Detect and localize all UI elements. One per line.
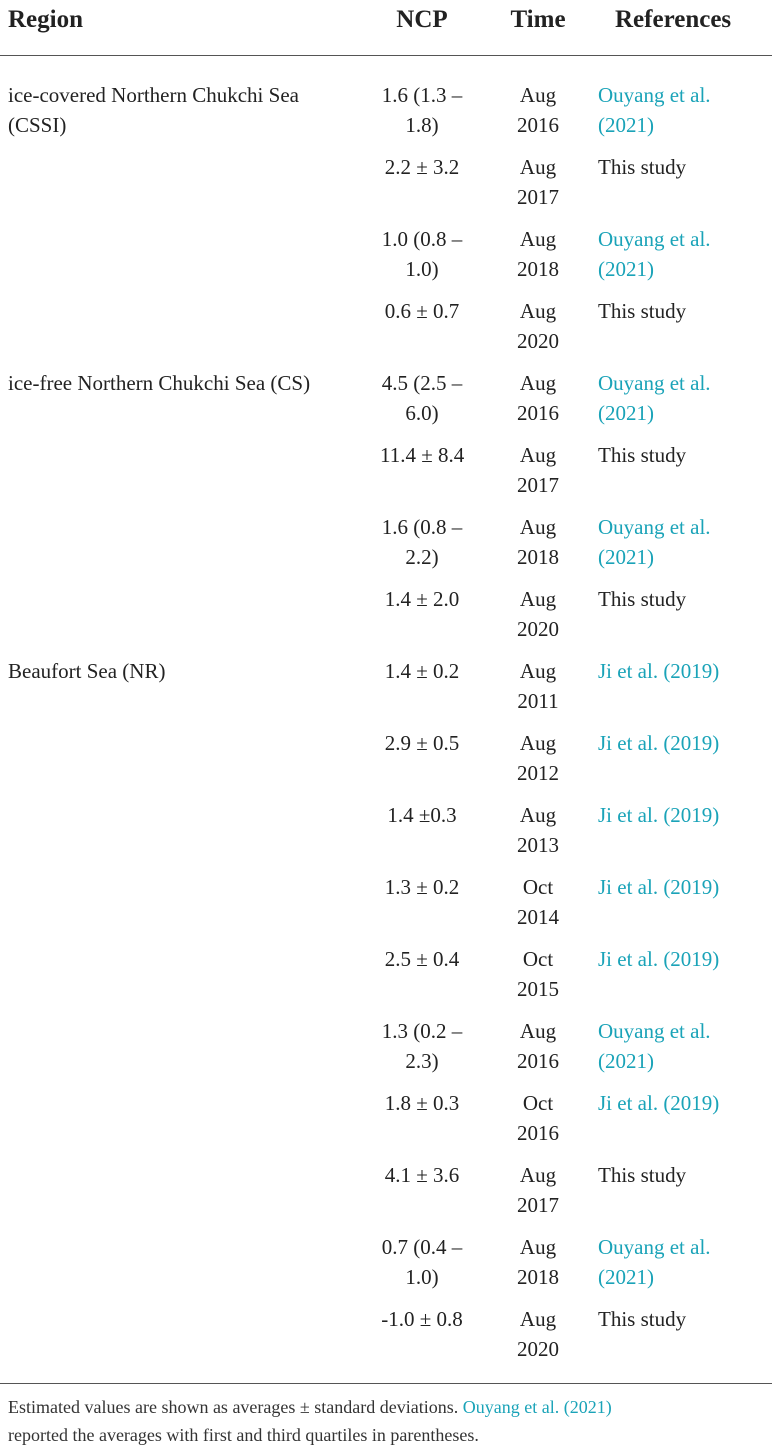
reference-link-line-2[interactable] (598, 830, 719, 860)
ncp-cell-line-1: 1.0 (0.8 – (381, 227, 463, 251)
ncp-cell (380, 944, 464, 1004)
ncp-cell-line-1: 0.7 (0.4 – (381, 1235, 463, 1259)
ncp-cell-line-2: 2.3) (405, 1049, 439, 1073)
time-cell-line-1: Oct (522, 947, 554, 971)
time-cell-line-1: Aug (519, 587, 557, 611)
ncp-cell (380, 1016, 464, 1076)
reference-link-line-2[interactable]: (2021) (598, 257, 654, 281)
ncp-cell-line-1: 2.9 ± 0.5 (384, 731, 460, 755)
reference-link-line-1[interactable]: Ouyang et al. (598, 515, 711, 539)
time-cell (502, 224, 574, 284)
time-cell-line-1: Aug (519, 227, 557, 251)
table-row (0, 368, 772, 440)
reference-link (598, 1088, 719, 1148)
time-cell-line-2: 2016 (517, 1121, 559, 1145)
ncp-cell (380, 80, 464, 140)
time-cell-line-2: 2015 (517, 977, 559, 1001)
time-cell (502, 80, 574, 140)
ncp-cell-line-2: 1.8) (405, 113, 439, 137)
reference-link (598, 1016, 711, 1076)
ncp-cell-line-1: 1.4 ±0.3 (387, 803, 457, 827)
table-row (0, 656, 772, 728)
table-row (0, 728, 772, 800)
table-row (0, 1160, 772, 1232)
region-cell-line-1: ice-covered Northern Chukchi Sea (8, 83, 299, 107)
ncp-cell-line-2 (380, 614, 464, 644)
time-cell (502, 512, 574, 572)
header-ncp: NCP (396, 6, 448, 33)
ncp-cell (380, 440, 464, 500)
ncp-cell (380, 800, 464, 860)
footnote-citation-link[interactable]: Ouyang et al. (2021) (462, 1397, 612, 1417)
time-cell-line-2: 2016 (517, 401, 559, 425)
reference-link (598, 728, 719, 788)
ncp-cell-line-1: 1.4 ± 2.0 (384, 587, 460, 611)
table-row (0, 512, 772, 584)
region-cell-line-1: ice-free Northern Chukchi Sea (CS) (8, 371, 311, 395)
time-cell-line-1: Aug (519, 83, 557, 107)
ncp-cell-line-1: 2.2 ± 3.2 (384, 155, 460, 179)
reference-cell-line-1: This study (598, 587, 687, 611)
ncp-cell-line-1: -1.0 ± 0.8 (381, 1307, 463, 1331)
time-cell-line-1: Aug (519, 1307, 557, 1331)
time-cell-line-1: Aug (519, 443, 557, 467)
time-cell-line-1: Aug (519, 1163, 557, 1187)
time-cell (502, 440, 574, 500)
ncp-cell (380, 1160, 464, 1220)
ncp-cell-line-1: 0.6 ± 0.7 (384, 299, 460, 323)
reference-link (598, 872, 719, 932)
time-cell (502, 800, 574, 860)
table-row (0, 1232, 772, 1304)
reference-cell-line-1: This study (598, 1307, 687, 1331)
time-cell-line-1: Oct (522, 875, 554, 899)
time-cell-line-2: 2018 (517, 257, 559, 281)
table-row (0, 584, 772, 656)
ncp-cell-line-1: 1.8 ± 0.3 (384, 1091, 460, 1115)
reference-link (598, 800, 719, 860)
ncp-cell-line-2 (380, 1190, 464, 1220)
reference-cell-line-1: This study (598, 443, 687, 467)
time-cell-line-1: Aug (519, 299, 557, 323)
reference-cell-line-1: This study (598, 299, 687, 323)
reference-link-line-1[interactable]: Ouyang et al. (598, 227, 711, 251)
ncp-cell-line-1: 1.6 (1.3 – (381, 83, 463, 107)
time-cell-line-2: 2013 (517, 833, 559, 857)
ncp-cell-line-2 (380, 326, 464, 356)
region-cell-line-2 (8, 686, 165, 716)
reference-link-line-2[interactable] (598, 974, 719, 1004)
time-cell (502, 1088, 574, 1148)
reference-link (598, 224, 711, 284)
ncp-cell-line-1: 4.5 (2.5 – (381, 371, 463, 395)
reference-link (598, 512, 711, 572)
reference-cell (598, 1160, 686, 1220)
ncp-cell-line-2 (380, 182, 464, 212)
ncp-cell-line-2 (380, 902, 464, 932)
ncp-cell-line-1: 1.6 (0.8 – (381, 515, 463, 539)
time-cell-line-1: Oct (522, 1091, 554, 1115)
ncp-cell-line-1: 4.1 ± 3.6 (384, 1163, 460, 1187)
reference-cell-line-2 (598, 470, 686, 500)
ncp-cell-line-1: 1.3 (0.2 – (381, 1019, 463, 1043)
reference-cell (598, 440, 686, 500)
ncp-cell (380, 872, 464, 932)
ncp-cell-line-2 (380, 830, 464, 860)
ncp-cell-line-1: 1.4 ± 0.2 (384, 659, 460, 683)
ncp-cell (380, 512, 464, 572)
reference-cell (598, 296, 686, 356)
ncp-cell-line-2 (380, 686, 464, 716)
time-cell-line-2: 2020 (517, 1337, 559, 1361)
ncp-cell (380, 728, 464, 788)
ncp-cell-line-1: 1.3 ± 0.2 (384, 875, 460, 899)
ncp-cell (380, 1232, 464, 1292)
time-cell-line-2: 2017 (517, 473, 559, 497)
ncp-cell-line-2 (380, 1334, 464, 1364)
reference-link (598, 1232, 711, 1292)
region-cell-line-2: (CSSI) (8, 113, 67, 137)
reference-cell (598, 152, 686, 212)
ncp-cell-line-2: 1.0) (405, 1265, 439, 1289)
ncp-cell-line-1: 11.4 ± 8.4 (380, 443, 465, 467)
reference-link-line-1[interactable]: Ji et al. (2019) (598, 1091, 720, 1115)
table-row (0, 872, 772, 944)
reference-cell-line-2 (598, 326, 686, 356)
header-time: Time (510, 6, 566, 33)
ncp-cell (380, 224, 464, 284)
time-cell-line-2: 2018 (517, 545, 559, 569)
ncp-cell-line-2 (380, 758, 464, 788)
ncp-cell-line-2: 6.0) (405, 401, 439, 425)
ncp-cell (380, 152, 464, 212)
reference-cell-line-2 (598, 1190, 686, 1220)
ncp-cell-line-2: 2.2) (405, 545, 439, 569)
reference-cell (598, 584, 686, 644)
ncp-cell (380, 1088, 464, 1148)
reference-link-line-2[interactable] (598, 758, 719, 788)
time-cell (502, 1232, 574, 1292)
region-cell-line-2 (8, 398, 310, 428)
reference-link-line-2[interactable] (598, 1118, 719, 1148)
ncp-cell-line-2 (380, 974, 464, 1004)
reference-link-line-1[interactable]: Ouyang et al. (598, 83, 711, 107)
region-cell (8, 656, 165, 716)
ncp-cell-line-2 (380, 470, 464, 500)
time-cell-line-2: 2016 (517, 113, 559, 137)
reference-link-line-1[interactable]: Ouyang et al. (598, 371, 711, 395)
time-cell (502, 296, 574, 356)
reference-link-line-2[interactable]: (2021) (598, 113, 654, 137)
time-cell-line-2: 2014 (517, 905, 559, 929)
table-row (0, 1088, 772, 1160)
footnote-text-1: Estimated values are shown as averages ± standard deviations. (8, 1397, 463, 1417)
time-cell (502, 1160, 574, 1220)
reference-cell (598, 1304, 686, 1364)
region-cell-line-1: Beaufort Sea (NR) (8, 659, 166, 683)
table-row (0, 80, 772, 152)
time-cell (502, 584, 574, 644)
table-row (0, 944, 772, 1016)
reference-cell-line-1: This study (598, 1163, 687, 1187)
reference-link-line-1[interactable]: Ji et al. (2019) (598, 947, 720, 971)
reference-cell-line-2 (598, 1334, 686, 1364)
reference-cell-line-1: This study (598, 155, 687, 179)
table-row (0, 152, 772, 224)
time-cell-line-1: Aug (519, 659, 557, 683)
time-cell-line-2: 2017 (517, 185, 559, 209)
ncp-cell (380, 296, 464, 356)
table-row (0, 800, 772, 872)
time-cell-line-1: Aug (519, 731, 557, 755)
table-row (0, 1304, 772, 1376)
ncp-cell (380, 584, 464, 644)
time-cell (502, 728, 574, 788)
time-cell-line-2: 2018 (517, 1265, 559, 1289)
time-cell (502, 368, 574, 428)
ncp-cell-line-2 (380, 1118, 464, 1148)
time-cell-line-1: Aug (519, 155, 557, 179)
time-cell (502, 152, 574, 212)
ncp-cell-line-2: 1.0) (405, 257, 439, 281)
time-cell (502, 872, 574, 932)
time-cell (502, 1304, 574, 1364)
reference-link-line-1[interactable]: Ji et al. (2019) (598, 731, 720, 755)
reference-link-line-2[interactable]: (2021) (598, 1049, 654, 1073)
reference-cell-line-2 (598, 182, 686, 212)
table-row (0, 296, 772, 368)
table-row (0, 224, 772, 296)
ncp-cell-line-1: 2.5 ± 0.4 (384, 947, 460, 971)
bottom-rule (0, 1383, 772, 1384)
reference-link-line-1[interactable]: Ji et al. (2019) (598, 803, 720, 827)
reference-link (598, 368, 711, 428)
reference-link-line-2[interactable]: (2021) (598, 1265, 654, 1289)
footnote-text-2: reported the averages with first and third quartiles in parentheses. (8, 1425, 479, 1445)
header-rule (0, 55, 772, 56)
reference-link (598, 944, 719, 1004)
time-cell-line-2: 2020 (517, 617, 559, 641)
time-cell-line-1: Aug (519, 1019, 557, 1043)
time-cell-line-2: 2016 (517, 1049, 559, 1073)
region-cell (8, 80, 299, 140)
time-cell-line-2: 2012 (517, 761, 559, 785)
time-cell-line-2: 2017 (517, 1193, 559, 1217)
ncp-cell (380, 368, 464, 428)
time-cell (502, 656, 574, 716)
time-cell-line-1: Aug (519, 515, 557, 539)
reference-link (598, 656, 719, 716)
reference-link-line-1[interactable]: Ouyang et al. (598, 1019, 711, 1043)
region-cell (8, 368, 310, 428)
reference-link-line-2[interactable] (598, 686, 719, 716)
reference-link-line-1[interactable]: Ji et al. (2019) (598, 875, 720, 899)
reference-link-line-2[interactable]: (2021) (598, 401, 654, 425)
table-row (0, 440, 772, 512)
time-cell (502, 944, 574, 1004)
time-cell-line-2: 2020 (517, 329, 559, 353)
table-footnote (8, 1393, 768, 1449)
time-cell (502, 1016, 574, 1076)
time-cell-line-1: Aug (519, 803, 557, 827)
time-cell-line-2: 2011 (517, 689, 559, 713)
ncp-cell (380, 656, 464, 716)
header-region: Region (8, 6, 83, 33)
time-cell-line-1: Aug (519, 1235, 557, 1259)
reference-link-line-1[interactable]: Ouyang et al. (598, 1235, 711, 1259)
table-row (0, 1016, 772, 1088)
reference-link-line-2[interactable]: (2021) (598, 545, 654, 569)
reference-link (598, 80, 711, 140)
reference-link-line-2[interactable] (598, 902, 719, 932)
time-cell-line-1: Aug (519, 371, 557, 395)
header-references: References (615, 6, 732, 33)
reference-link-line-1[interactable]: Ji et al. (2019) (598, 659, 720, 683)
ncp-cell (380, 1304, 464, 1364)
reference-cell-line-2 (598, 614, 686, 644)
